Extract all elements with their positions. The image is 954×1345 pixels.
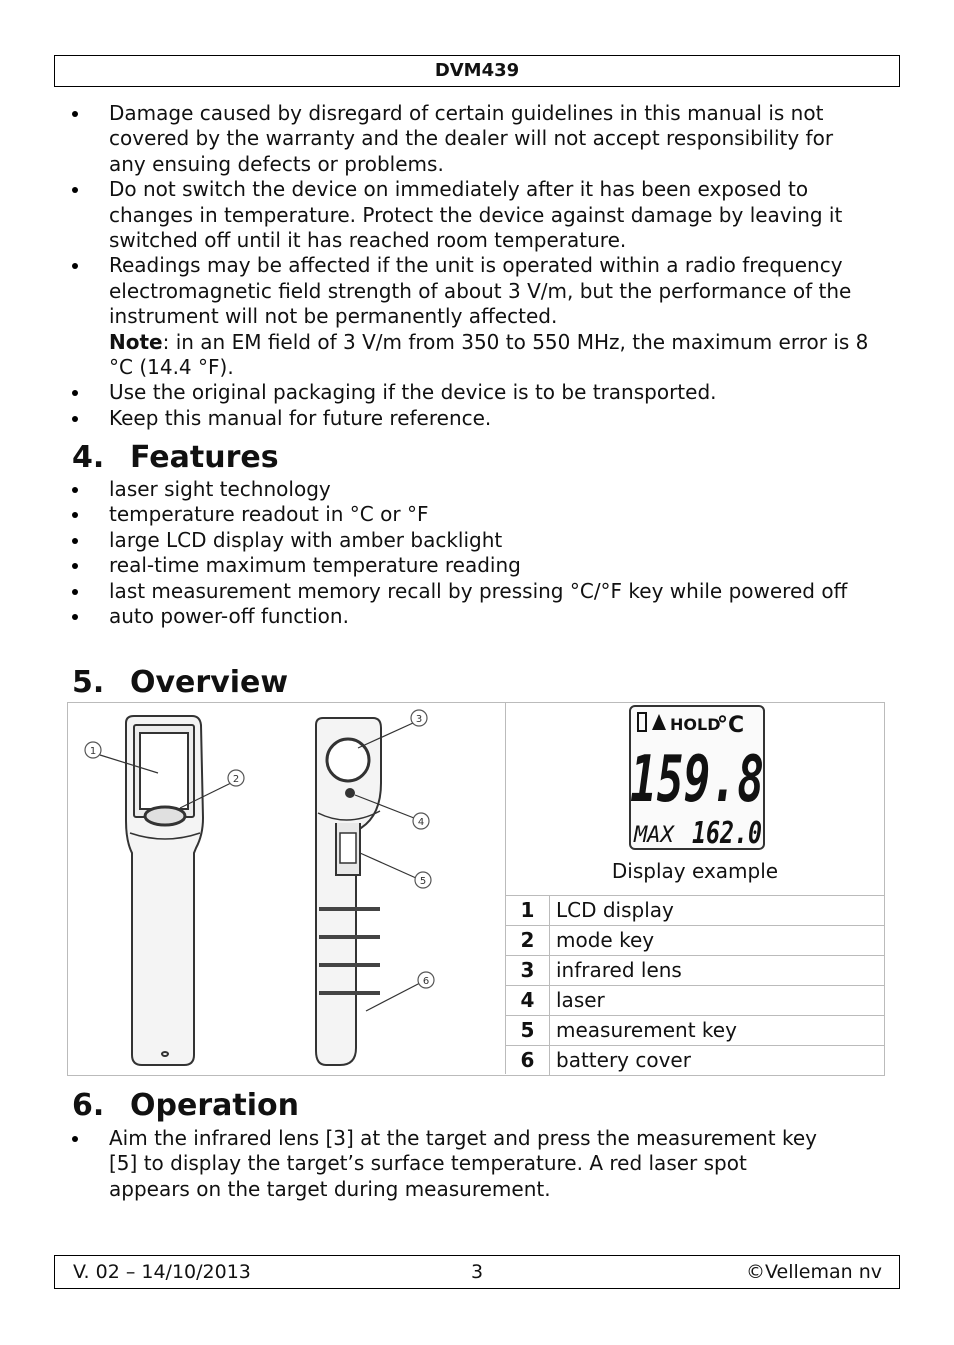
part-label: LCD display [550, 896, 885, 926]
list-item: Damage caused by disregard of certain guidelines in this manual is not covered by the warranty and the dealer will not accept responsibility for any ensuing defects or problems. [72, 101, 869, 177]
callout-label: 6 [422, 976, 430, 987]
section-number: 4. [72, 440, 105, 475]
list-item: auto power-off function. [72, 604, 872, 629]
lcd-max-label: MAX [634, 823, 674, 848]
list-item: large LCD display with amber backlight [72, 528, 872, 553]
model-name: DVM439 [434, 60, 520, 81]
display-example [506, 703, 884, 896]
page-number: 3 [470, 1261, 484, 1283]
table-row [506, 986, 884, 1016]
list-item [72, 253, 879, 380]
section-title-overview [72, 665, 288, 701]
list-item: last measurement memory recall by pressing °C/°F key while powered off [72, 579, 859, 604]
overview-legend-panel [506, 703, 884, 1075]
section-title-text: Overview [130, 665, 289, 700]
lcd-reading: 159.8 [630, 743, 764, 817]
table-row [506, 956, 884, 986]
version-date: V. 02 – 14/10/2013 [73, 1261, 251, 1283]
lcd-display-drawing [506, 703, 884, 853]
part-label: battery cover [556, 1048, 691, 1072]
section-title-features [72, 440, 279, 476]
note-text: : in an EM field of 3 V/m from 350 to 550 MHz, the maximum error is 8 °C (14.4 °F). [109, 329, 869, 380]
display-caption: Display example [611, 859, 779, 883]
table-row [506, 1046, 884, 1076]
part-number: 3 [506, 956, 550, 986]
note-label: Note [109, 329, 163, 354]
list-item: Aim the infrared lens [3] at the target and press the measurement key [5] to display the target’s surface temperature. A red laser spot appears on the target during measurement. [72, 1126, 832, 1202]
part-number: 2 [506, 926, 550, 956]
features-list [72, 477, 872, 629]
part-number: 4 [506, 986, 550, 1016]
lcd-max-value: 162.0 [692, 816, 762, 851]
section-title-text: Features [130, 440, 279, 475]
lcd-unit: °C [717, 713, 745, 738]
part-label: mode key [550, 926, 885, 956]
overview-figure [67, 702, 885, 1076]
section-title-operation [72, 1088, 299, 1124]
callout-label: 3 [415, 714, 423, 725]
callout-label: 4 [417, 817, 425, 828]
intro-bullet-list [72, 101, 892, 431]
device-illustration [68, 703, 506, 1074]
list-item: Keep this manual for future reference. [72, 406, 892, 431]
list-item: Use the original packaging if the device is to be transported. [72, 380, 892, 405]
thermometer-drawing [68, 703, 504, 1074]
page-header [54, 55, 900, 87]
callout-label: 2 [232, 774, 240, 785]
section-title-text: Operation [130, 1088, 299, 1123]
copyright: ©Velleman nv [746, 1261, 882, 1283]
part-number: 6 [506, 1046, 550, 1076]
callout-label: 1 [89, 746, 97, 757]
part-label: measurement key [550, 1016, 885, 1046]
callout-label: 5 [419, 876, 427, 887]
parts-legend-table [506, 896, 884, 1075]
part-number: 1 [506, 896, 550, 926]
lcd-status: HOLD [670, 715, 721, 734]
list-item-text: Readings may be affected if the unit is operated within a radio frequency electromagnetic field strength of about 3 V/m, but the performance of the instrument will not be permanently affected. [109, 253, 852, 329]
part-label: laser [550, 986, 885, 1016]
section-number: 5. [72, 665, 105, 700]
table-row [506, 1016, 884, 1046]
list-item: Do not switch the device on immediately after it has been exposed to changes in temperature. Protect the device against damage by leaving it switched off until it has reached room temperature. [72, 177, 879, 253]
list-item: real-time maximum temperature reading [72, 553, 872, 578]
operation-list [72, 1126, 832, 1202]
table-row [506, 896, 884, 926]
part-number: 5 [506, 1016, 550, 1046]
list-item: laser sight technology [72, 477, 872, 502]
page-footer [54, 1255, 900, 1289]
table-row [506, 926, 884, 956]
list-item: temperature readout in °C or °F [72, 502, 872, 527]
part-label: infrared lens [550, 956, 885, 986]
section-number: 6. [72, 1088, 105, 1123]
